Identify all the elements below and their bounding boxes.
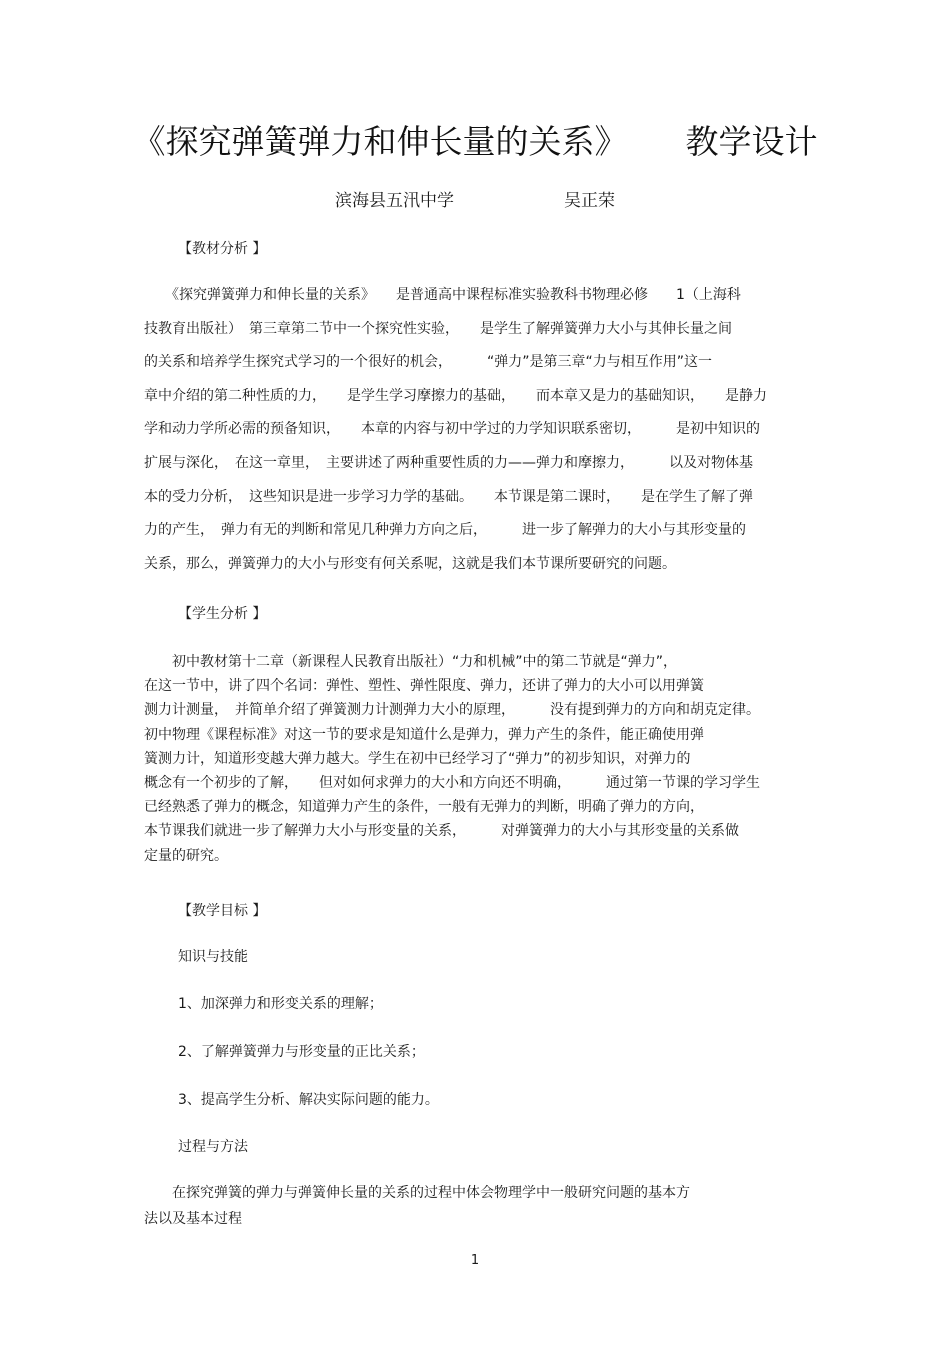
- paragraph-line: 定量的研究。: [144, 847, 228, 864]
- document-title: [0, 118, 950, 166]
- paragraph-line: 章中介绍的第二种性质的力， 是学生学习摩擦力的基础， 而本章又是力的基础知识， 是静力: [144, 387, 767, 404]
- goal-item: 3、提高学生分析、解决实际问题的能力。: [178, 1092, 439, 1108]
- page-number: 1: [470, 1253, 480, 1268]
- goal-item: 1、加深弹力和形变关系的理解；: [178, 996, 383, 1012]
- paragraph-line: 测力计测量， 并简单介绍了弹簧测力计测弹力大小的原理， 没有提到弹力的方向和胡克定律。: [144, 702, 760, 719]
- author-school: 滨海县五汛中学: [335, 191, 454, 211]
- paragraph-line: 初中教材第十二章（新课程人民教育出版社）“力和机械”中的第二节就是“弹力”，: [144, 654, 678, 670]
- paragraph-line: 本节课我们就进一步了解弹力大小与形变量的关系， 对弹簧弹力的大小与其形变量的关系做: [144, 823, 739, 840]
- paragraph-line: 关系，那么，弹簧弹力的大小与形变有何关系呢，这就是我们本节课所要研究的问题。: [144, 555, 676, 572]
- paragraph-line: 扩展与深化， 在这一章里， 主要讲述了两种重要性质的力——弹力和摩擦力， 以及对物体基: [144, 454, 753, 471]
- process-method-paragraph: [144, 1183, 804, 1235]
- paragraph-line: 学和动力学所必需的预备知识， 本章的内容与初中学过的力学知识联系密切， 是初中知识的: [144, 421, 760, 438]
- student-analysis-paragraph: [144, 652, 804, 870]
- paragraph-line: 在探究弹簧的弹力与弹簧伸长量的关系的过程中体会物理学中一般研究问题的基本方: [144, 1185, 690, 1201]
- textbook-analysis-paragraph: [144, 284, 804, 586]
- teaching-goals-heading: 【教学目标 】: [178, 903, 267, 919]
- textbook-analysis-heading: 【教材分析 】: [178, 241, 267, 257]
- knowledge-skills-title: 知识与技能: [178, 949, 248, 965]
- paragraph-line: 《探究弹簧弹力和伸长量的关系》 是普通高中课程标准实验教科书物理必修 1（上海科: [144, 287, 741, 303]
- paragraph-line: 在这一节中，讲了四个名词：弹性、塑性、弹性限度、弹力，还讲了弹力的大小可以用弹簧: [144, 678, 704, 695]
- paragraph-line: 的关系和培养学生探究式学习的一个很好的机会， “弹力”是第三章“力与相互作用”这一: [144, 354, 713, 371]
- student-analysis-heading: 【学生分析 】: [178, 606, 267, 622]
- goal-item: 2、了解弹簧弹力与形变量的正比关系；: [178, 1044, 425, 1060]
- paragraph-line: 力的产生， 弹力有无的判断和常见几种弹力方向之后， 进一步了解弹力的大小与其形变量的: [144, 522, 746, 539]
- paragraph-line: 初中物理《课程标准》对这一节的要求是知道什么是弹力，弹力产生的条件，能正确使用弹: [144, 726, 704, 743]
- paragraph-line: 簧测力计，知道形变越大弹力越大。学生在初中已经学习了“弹力”的初步知识，对弹力的: [144, 750, 691, 767]
- title-main: 《探究弹簧弹力和伸长量的关系》: [132, 122, 628, 161]
- author-name: 吴正荣: [564, 191, 615, 211]
- paragraph-line: 已经熟悉了弹力的概念，知道弹力产生的条件，一般有无弹力的判断，明确了弹力的方向，: [144, 799, 704, 816]
- paragraph-line: 法以及基本过程: [144, 1211, 242, 1227]
- author-line: [0, 188, 950, 214]
- process-method-title: 过程与方法: [178, 1139, 248, 1155]
- paragraph-line: 本的受力分析， 这些知识是进一步学习力学的基础。 本节课是第二课时， 是在学生了解了弹: [144, 488, 753, 505]
- paragraph-line: 技教育出版社） 第三章第二节中一个探究性实验， 是学生了解弹簧弹力大小与其伸长量之间: [144, 320, 732, 337]
- title-suffix: 教学设计: [685, 122, 818, 161]
- paragraph-line: 概念有一个初步的了解， 但对如何求弹力的大小和方向还不明确， 通过第一节课的学习学生: [144, 774, 760, 791]
